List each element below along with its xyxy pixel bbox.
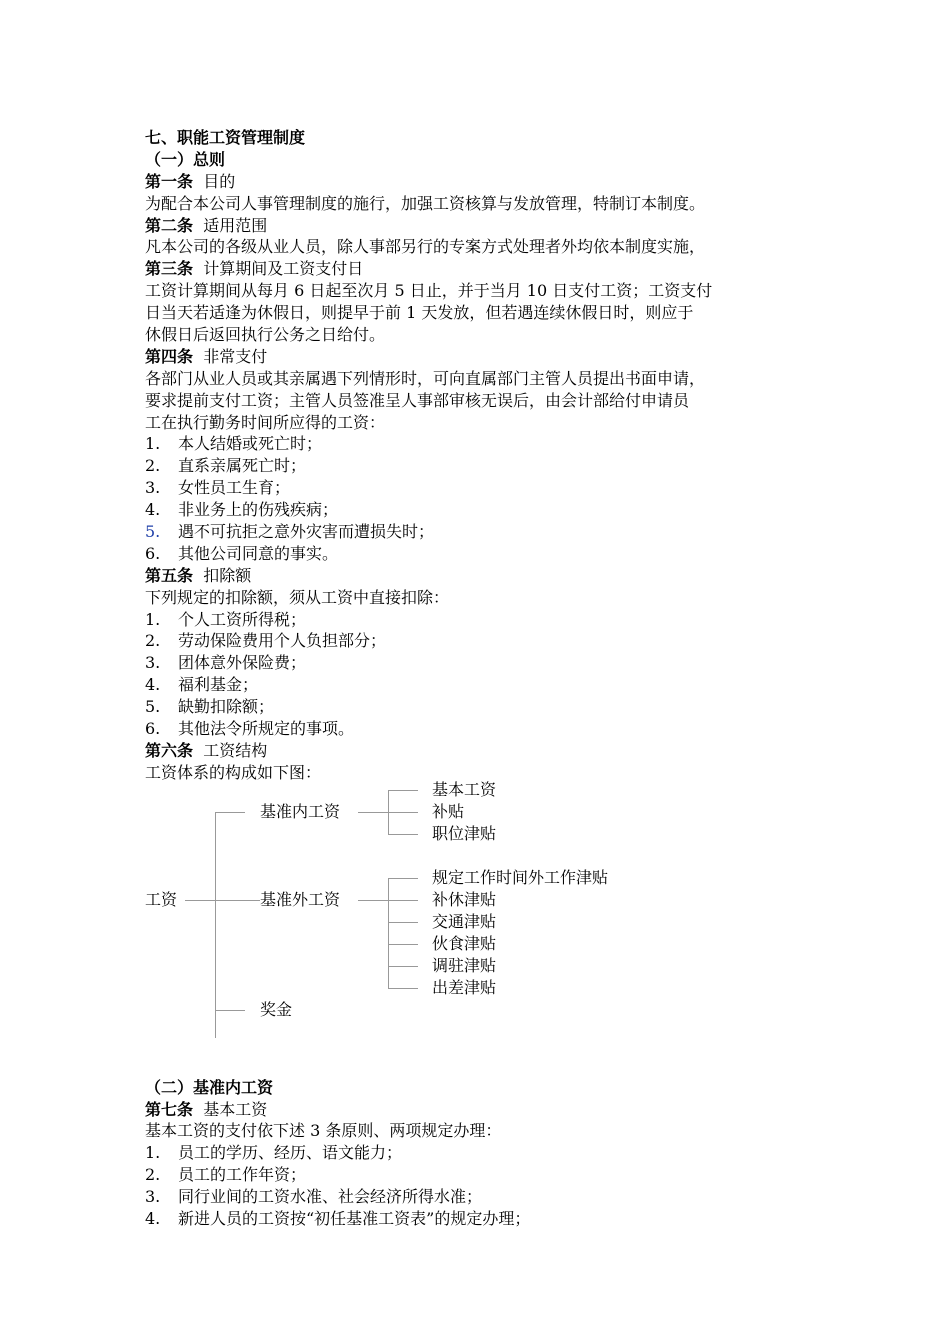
item-text: 缺勤扣除额； <box>178 697 275 717</box>
article-6-intro: 工资体系的构成如下图： <box>145 762 322 782</box>
article-3-text-line: 休假日后返回执行公务之日给付。 <box>145 325 386 345</box>
item-text: 其他公司同意的事实。 <box>178 543 339 563</box>
item-text: 同行业间的工资水准、社会经济所得水准； <box>178 1187 483 1207</box>
tree-leaf-label: 规定工作时间外工作津贴 <box>432 867 609 887</box>
list-item <box>145 674 815 696</box>
tree-connector <box>388 878 418 879</box>
item-text: 新进人员的工资按“初任基准工资表”的规定办理； <box>178 1208 531 1228</box>
tree-connector <box>185 900 215 901</box>
item-number: 3. <box>145 1187 161 1207</box>
list-item <box>145 609 815 631</box>
paragraph-spacer <box>145 1055 815 1077</box>
article-1-heading <box>145 171 815 193</box>
item-number: 1. <box>145 434 161 454</box>
article-2-text: 凡本公司的各级从业人员，除人事部另行的专案方式处理者外均依本制度实施， <box>145 237 706 257</box>
tree-leaf-label: 伙食津贴 <box>432 933 497 953</box>
list-item <box>145 1208 815 1230</box>
tree-connector <box>215 812 245 813</box>
tree-connector <box>388 988 418 989</box>
item-number: 5. <box>145 697 161 717</box>
list-item <box>145 455 815 477</box>
article-name: 适用范围 <box>203 215 268 235</box>
tree-connector <box>388 834 418 835</box>
article-label: 第五条 <box>145 565 194 585</box>
tree-connector <box>358 812 388 813</box>
list-item <box>145 652 815 674</box>
article-2-heading <box>145 215 815 237</box>
article-label: 第二条 <box>145 215 194 235</box>
tree-branch-line <box>388 878 389 988</box>
list-item <box>145 696 815 718</box>
tree-connector <box>215 900 260 901</box>
tree-leaf-label: 职位津贴 <box>432 823 497 843</box>
tree-connector <box>388 922 418 923</box>
item-text: 其他法令所规定的事项。 <box>178 719 355 739</box>
article-label: 第四条 <box>145 346 194 366</box>
list-item <box>145 1186 815 1208</box>
chapter-title: 七、职能工资管理制度 <box>145 128 306 147</box>
article-name: 工资结构 <box>203 740 268 760</box>
article-name: 非常支付 <box>203 346 268 366</box>
article-4-text-line: 各部门从业人员或其亲属遇下列情形时，可向直属部门主管人员提出书面申请， <box>145 368 706 388</box>
item-number: 2. <box>145 1165 161 1185</box>
tree-leaf-label: 出差津贴 <box>432 977 497 997</box>
item-number: 6. <box>145 719 161 739</box>
article-6-heading <box>145 740 815 762</box>
section-heading-base-salary: （二）基准内工资 <box>145 1077 274 1097</box>
list-item <box>145 521 815 543</box>
tree-branch-label: 奖金 <box>260 999 293 1019</box>
tree-connector <box>388 944 418 945</box>
list-item <box>145 477 815 499</box>
item-number: 1. <box>145 1143 161 1163</box>
tree-leaf-label: 交通津贴 <box>432 911 497 931</box>
article-5-intro: 下列规定的扣除额，须从工资中直接扣除： <box>145 587 450 607</box>
tree-connector <box>388 966 418 967</box>
article-name: 目的 <box>203 171 236 191</box>
tree-connector <box>215 1010 245 1011</box>
tree-leaf-label: 基本工资 <box>432 779 497 799</box>
item-number: 3. <box>145 653 161 673</box>
article-name: 扣除额 <box>203 565 252 585</box>
item-text: 个人工资所得税； <box>178 609 307 629</box>
tree-connector <box>388 790 418 791</box>
article-4-heading <box>145 346 815 368</box>
item-text: 团体意外保险费； <box>178 653 307 673</box>
tree-branch-label: 基准内工资 <box>260 801 341 821</box>
tree-connector <box>388 812 418 813</box>
list-item <box>145 543 815 565</box>
article-4-text-line: 要求提前支付工资；主管人员签准呈人事部审核无误后，由会计部给付申请员 <box>145 390 690 410</box>
item-text: 劳动保险费用个人负担部分； <box>178 631 387 651</box>
item-number: 4. <box>145 500 161 520</box>
document-body <box>145 127 815 1230</box>
item-text: 非业务上的伤残疾病； <box>178 500 339 520</box>
tree-trunk-line <box>215 812 216 1038</box>
item-number: 4. <box>145 675 161 695</box>
article-7-heading <box>145 1099 815 1121</box>
item-number: 2. <box>145 631 161 651</box>
item-text: 直系亲属死亡时； <box>178 456 307 476</box>
item-text: 福利基金； <box>178 675 259 695</box>
article-label: 第三条 <box>145 259 194 279</box>
salary-structure-diagram <box>145 779 815 1052</box>
item-number: 2. <box>145 456 161 476</box>
list-item <box>145 1164 815 1186</box>
item-number: 1. <box>145 609 161 629</box>
article-3-heading <box>145 258 815 280</box>
item-text: 女性员工生育； <box>178 478 291 498</box>
tree-branch-label: 基准外工资 <box>260 889 341 909</box>
item-text: 员工的工作年资； <box>178 1165 307 1185</box>
article-5-heading <box>145 565 815 587</box>
item-number: 5. <box>145 522 161 542</box>
article-label: 第六条 <box>145 740 194 760</box>
item-number: 6. <box>145 543 161 563</box>
article-3-text-line: 工资计算期间从每月 6 日起至次月 5 日止，并于当月 10 日支付工资；工资支付 <box>145 281 713 301</box>
list-item <box>145 433 815 455</box>
list-item <box>145 718 815 740</box>
item-text: 员工的学历、经历、语文能力； <box>178 1143 403 1163</box>
list-item <box>145 1142 815 1164</box>
tree-connector <box>388 900 418 901</box>
tree-leaf-label: 调驻津贴 <box>432 955 497 975</box>
tree-connector <box>358 900 388 901</box>
item-number: 3. <box>145 478 161 498</box>
item-number: 4. <box>145 1208 161 1228</box>
article-name: 计算期间及工资支付日 <box>203 259 364 279</box>
list-item <box>145 499 815 521</box>
tree-root-label: 工资 <box>145 889 178 909</box>
tree-leaf-label: 补休津贴 <box>432 889 497 909</box>
item-text: 遇不可抗拒之意外灾害而遭损失时； <box>178 522 435 542</box>
article-1-text: 为配合本公司人事管理制度的施行，加强工资核算与发放管理，特制订本制度。 <box>145 193 706 213</box>
article-label: 第一条 <box>145 171 194 191</box>
list-item <box>145 630 815 652</box>
section-heading-general: （一）总则 <box>145 149 226 169</box>
item-text: 本人结婚或死亡时； <box>178 434 323 454</box>
article-7-intro: 基本工资的支付依下述 3 条原则、两项规定办理： <box>145 1121 502 1141</box>
article-3-text-line: 日当天若适逢为休假日，则提早于前 1 天发放，但若遇连续休假日时，则应于 <box>145 303 694 323</box>
article-name: 基本工资 <box>203 1099 268 1119</box>
article-label: 第七条 <box>145 1099 194 1119</box>
article-4-text-line: 工在执行勤务时间所应得的工资： <box>145 412 386 432</box>
tree-leaf-label: 补贴 <box>432 801 465 821</box>
